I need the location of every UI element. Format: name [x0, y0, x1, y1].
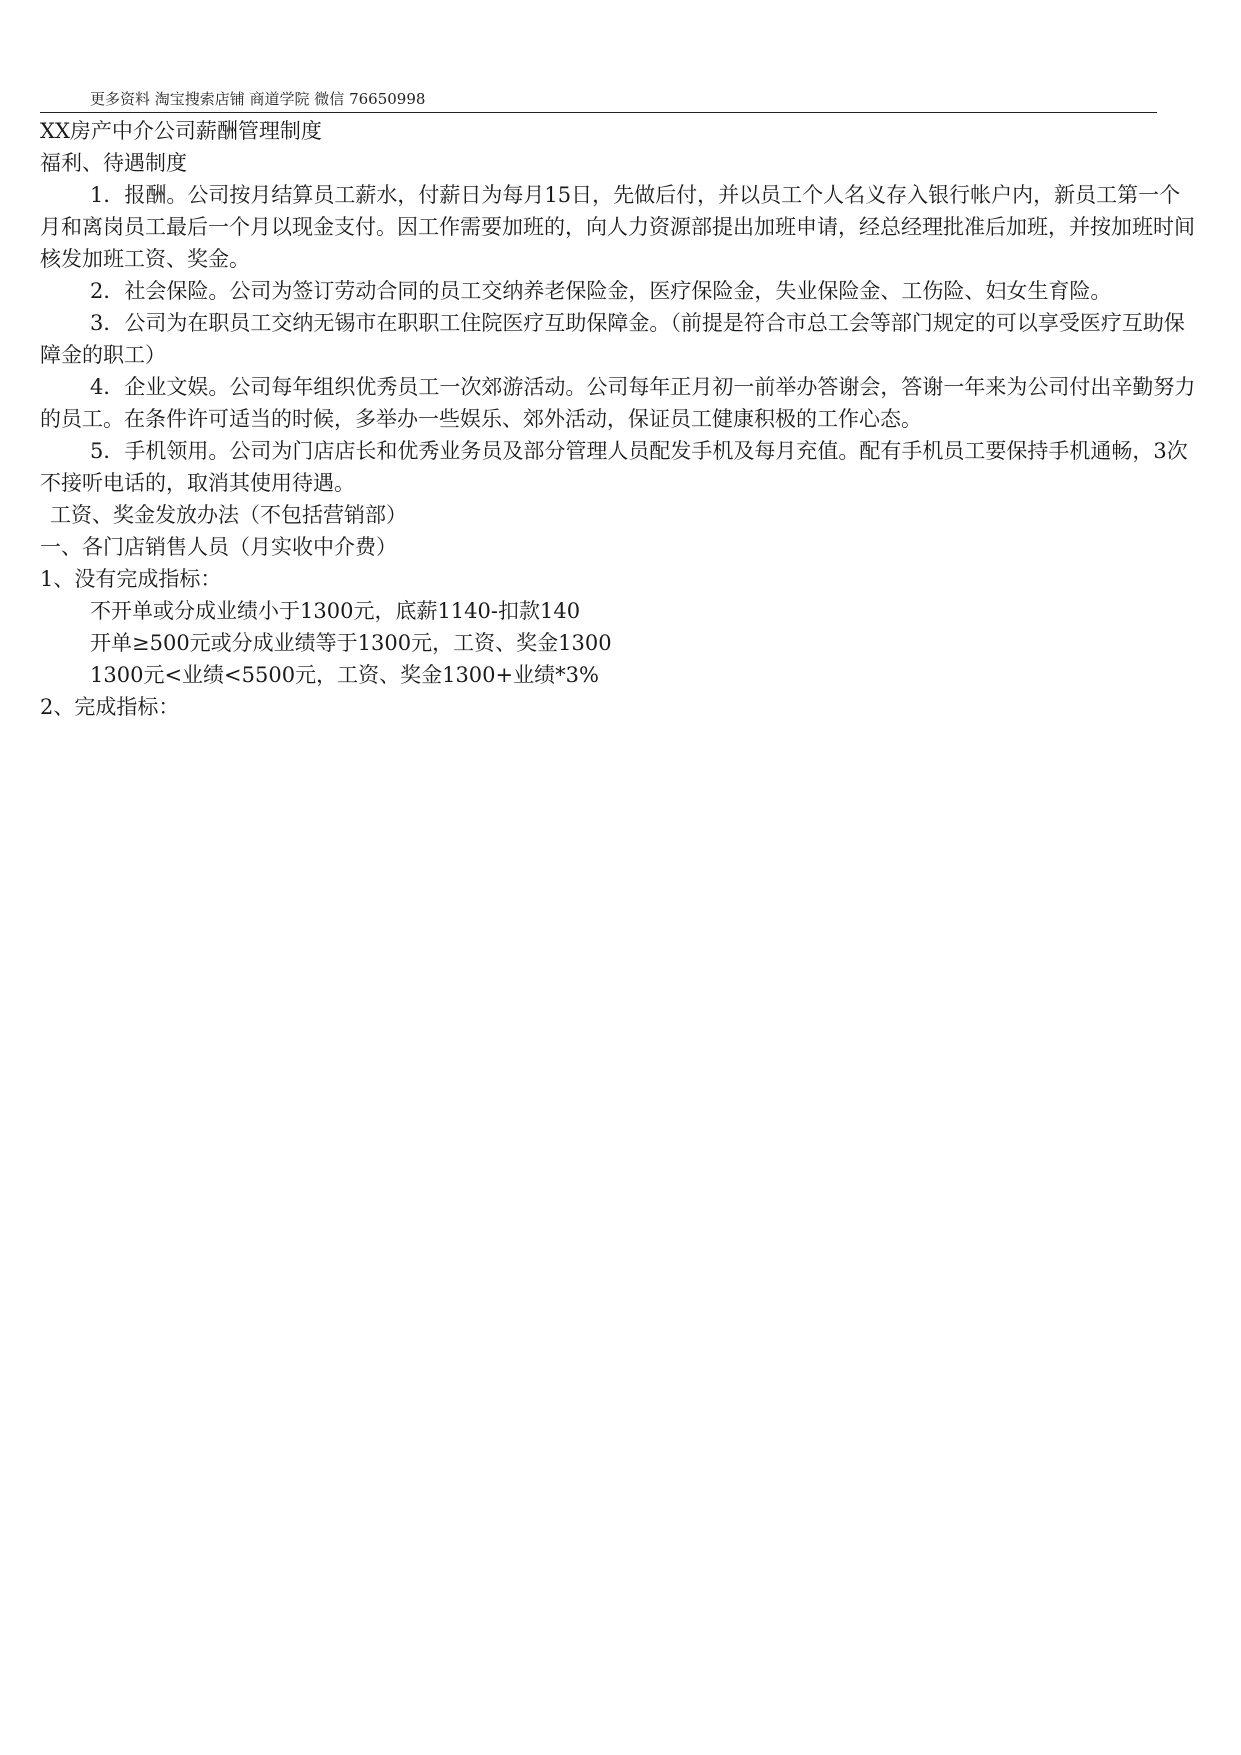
welfare-item-mobile-phone: 5．手机领用。公司为门店店长和优秀业务员及部分管理人员配发手机及每月充值。配有手机员工要保持手机通畅，3次不接听电话的，取消其使用待遇。	[40, 439, 1188, 495]
condition-line: 不开单或分成业绩小于1300元，底薪1140-扣款140	[90, 599, 581, 623]
welfare-item-social-insurance: 2．社会保险。公司为签订劳动合同的员工交纳养老保险金，医疗保险金，失业保险金、工伤险、妇女生育险。	[90, 279, 1112, 303]
welfare-item-recreation: 4．企业文娱。公司每年组织优秀员工一次郊游活动。公司每年正月初一前举办答谢会，答谢一年来为公司付出辛勤努力的员工。在条件许可适当的时候，多举办一些娱乐、郊外活动，保证员工健康积极的工作心态。	[40, 375, 1196, 431]
header-note: 更多资料 淘宝搜索店铺 商道学院 微信 76650998	[90, 90, 426, 108]
condition-line: 开单≥500元或分成业绩等于1300元，工资、奖金1300	[90, 631, 612, 655]
section-heading-salary: 工资、奖金发放办法（不包括营销部）	[50, 503, 407, 527]
document-body	[40, 115, 1200, 723]
header-divider	[40, 112, 1157, 113]
condition-line: 1300元<业绩<5500元，工资、奖金1300+业绩*3%	[90, 663, 599, 687]
document-title: XX房产中介公司薪酬管理制度	[40, 119, 322, 143]
subsection-heading-sales-staff: 一、各门店销售人员（月实收中介费）	[40, 535, 397, 559]
section-heading-welfare: 福利、待遇制度	[40, 151, 187, 175]
point-not-completed: 1、没有完成指标：	[40, 567, 222, 591]
point-completed: 2、完成指标：	[40, 695, 180, 719]
welfare-item-medical-mutual-aid: 3．公司为在职员工交纳无锡市在职职工住院医疗互助保障金。（前提是符合市总工会等部门规定的可以享受医疗互助保障金的职工）	[40, 311, 1185, 367]
welfare-item-pay: 1．报酬。公司按月结算员工薪水，付薪日为每月15日，先做后付，并以员工个人名义存入银行帐户内，新员工第一个月和离岗员工最后一个月以现金支付。因工作需要加班的，向人力资源部提出加班申请，经总经理批准后加班，并按加班时间核发加班工资、奖金。	[40, 183, 1195, 271]
